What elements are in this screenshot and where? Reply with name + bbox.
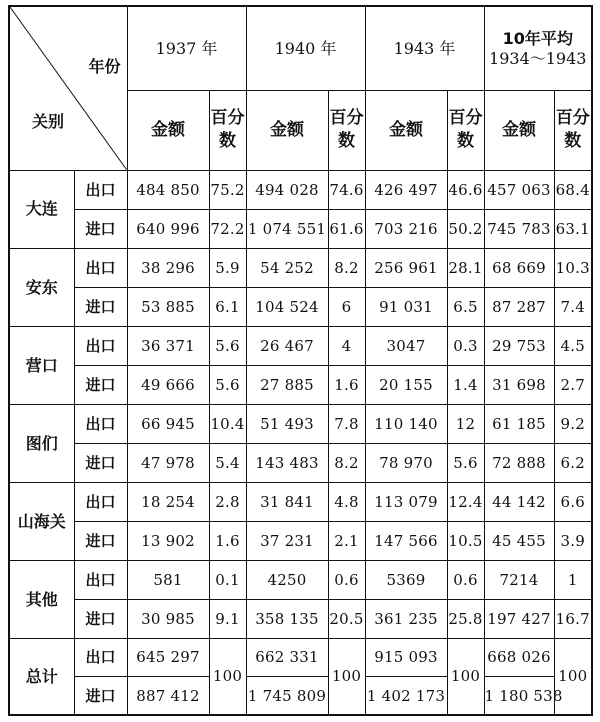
percent-cell: 4	[328, 326, 365, 365]
flow-type-cell: 出口	[74, 560, 127, 599]
table-row	[9, 170, 592, 209]
flow-type-cell: 出口	[74, 404, 127, 443]
amount-cell: 45 455	[484, 521, 554, 560]
percent-header: 百分数	[209, 91, 246, 170]
percent-cell: 0.6	[447, 560, 484, 599]
total-export-amount-cell: 668 026	[484, 638, 554, 676]
amount-header: 金额	[246, 91, 328, 170]
total-import-amount-cell: 1 745 809	[246, 677, 328, 715]
amount-cell: 703 216	[365, 209, 447, 248]
amount-cell: 581	[127, 560, 209, 599]
amount-cell: 20 155	[365, 365, 447, 404]
percent-cell: 5.6	[209, 326, 246, 365]
percent-cell: 72.2	[209, 209, 246, 248]
percent-cell: 1.6	[328, 365, 365, 404]
percent-cell: 1.4	[447, 365, 484, 404]
percent-header: 百分数	[447, 91, 484, 170]
total-export-amount-cell: 645 297	[127, 638, 209, 676]
percent-cell: 5.6	[447, 443, 484, 482]
amount-cell: 110 140	[365, 404, 447, 443]
percent-cell: 16.7	[554, 599, 592, 638]
amount-cell: 47 978	[127, 443, 209, 482]
amount-cell: 457 063	[484, 170, 554, 209]
amount-cell: 66 945	[127, 404, 209, 443]
percent-header: 百分数	[554, 91, 592, 170]
percent-cell: 8.2	[328, 443, 365, 482]
amount-cell: 18 254	[127, 482, 209, 521]
year-header-1940: 1940 年	[246, 6, 365, 91]
percent-cell: 50.2	[447, 209, 484, 248]
percent-cell: 20.5	[328, 599, 365, 638]
table-row	[9, 326, 592, 365]
table-row	[9, 248, 592, 287]
amount-cell: 51 493	[246, 404, 328, 443]
percent-cell: 6.6	[554, 482, 592, 521]
year-header-1937: 1937 年	[127, 6, 246, 91]
amount-cell: 3047	[365, 326, 447, 365]
amount-cell: 53 885	[127, 287, 209, 326]
percent-cell: 7.8	[328, 404, 365, 443]
table-row	[9, 560, 592, 599]
percent-header: 百分数	[328, 91, 365, 170]
table-row	[9, 599, 592, 638]
amount-cell: 113 079	[365, 482, 447, 521]
region-name-cell: 图们	[9, 404, 74, 482]
amount-cell: 78 970	[365, 443, 447, 482]
corner-year-label: 年份	[88, 57, 121, 76]
flow-type-cell: 出口	[74, 638, 127, 676]
percent-cell: 75.2	[209, 170, 246, 209]
amount-cell: 29 753	[484, 326, 554, 365]
percent-cell: 5.4	[209, 443, 246, 482]
percent-cell: 2.8	[209, 482, 246, 521]
amount-cell: 38 296	[127, 248, 209, 287]
amount-cell: 358 135	[246, 599, 328, 638]
percent-cell: 1	[554, 560, 592, 599]
percent-cell: 0.1	[209, 560, 246, 599]
flow-type-cell: 出口	[74, 170, 127, 209]
amount-cell: 13 902	[127, 521, 209, 560]
amount-cell: 143 483	[246, 443, 328, 482]
percent-cell: 9.2	[554, 404, 592, 443]
amount-cell: 4250	[246, 560, 328, 599]
percent-cell: 5.6	[209, 365, 246, 404]
table-row	[9, 209, 592, 248]
amount-cell: 27 885	[246, 365, 328, 404]
table-row	[9, 482, 592, 521]
percent-cell: 4.5	[554, 326, 592, 365]
percent-cell: 0.6	[328, 560, 365, 599]
amount-cell: 31 698	[484, 365, 554, 404]
amount-cell: 494 028	[246, 170, 328, 209]
region-name-cell: 营口	[9, 326, 74, 404]
flow-type-cell: 进口	[74, 287, 127, 326]
amount-cell: 36 371	[127, 326, 209, 365]
percent-cell: 6.1	[209, 287, 246, 326]
percent-cell: 61.6	[328, 209, 365, 248]
total-percent-cell: 100	[447, 638, 484, 715]
flow-type-cell: 进口	[74, 599, 127, 638]
percent-cell: 10.4	[209, 404, 246, 443]
percent-cell: 1.6	[209, 521, 246, 560]
amount-cell: 1 074 551	[246, 209, 328, 248]
percent-cell: 2.7	[554, 365, 592, 404]
region-name-cell: 大连	[9, 170, 74, 248]
flow-type-cell: 出口	[74, 326, 127, 365]
table-row	[9, 404, 592, 443]
percent-cell: 25.8	[447, 599, 484, 638]
amount-cell: 68 669	[484, 248, 554, 287]
region-name-cell: 其他	[9, 560, 74, 638]
percent-cell: 0.3	[447, 326, 484, 365]
percent-cell: 28.1	[447, 248, 484, 287]
total-export-amount-cell: 915 093	[365, 638, 447, 676]
percent-cell: 6.5	[447, 287, 484, 326]
amount-cell: 7214	[484, 560, 554, 599]
trade-statistics-table	[8, 5, 593, 716]
amount-cell: 361 235	[365, 599, 447, 638]
percent-cell: 12	[447, 404, 484, 443]
total-percent-cell: 100	[328, 638, 365, 715]
percent-cell: 10.5	[447, 521, 484, 560]
percent-cell: 6.2	[554, 443, 592, 482]
total-percent-cell: 100	[209, 638, 246, 715]
amount-cell: 30 985	[127, 599, 209, 638]
total-percent-cell: 100	[554, 638, 592, 715]
amount-cell: 147 566	[365, 521, 447, 560]
year-header-1943: 1943 年	[365, 6, 484, 91]
diagonal-divider	[10, 7, 127, 170]
percent-cell: 4.8	[328, 482, 365, 521]
amount-cell: 640 996	[127, 209, 209, 248]
trade-table-frame	[8, 5, 591, 716]
percent-cell: 5.9	[209, 248, 246, 287]
amount-cell: 426 497	[365, 170, 447, 209]
total-export-amount-cell: 662 331	[246, 638, 328, 676]
table-row	[9, 365, 592, 404]
amount-cell: 197 427	[484, 599, 554, 638]
amount-cell: 37 231	[246, 521, 328, 560]
flow-type-cell: 进口	[74, 443, 127, 482]
total-label-cell: 总计	[9, 638, 74, 715]
region-name-cell: 安东	[9, 248, 74, 326]
amount-header: 金额	[127, 91, 209, 170]
percent-cell: 10.3	[554, 248, 592, 287]
amount-cell: 5369	[365, 560, 447, 599]
percent-cell: 9.1	[209, 599, 246, 638]
percent-cell: 12.4	[447, 482, 484, 521]
amount-cell: 26 467	[246, 326, 328, 365]
percent-cell: 7.4	[554, 287, 592, 326]
flow-type-cell: 出口	[74, 482, 127, 521]
total-import-row	[9, 677, 592, 715]
amount-cell: 484 850	[127, 170, 209, 209]
amount-header: 金额	[484, 91, 554, 170]
percent-cell: 3.9	[554, 521, 592, 560]
percent-cell: 63.1	[554, 209, 592, 248]
amount-cell: 31 841	[246, 482, 328, 521]
percent-cell: 68.4	[554, 170, 592, 209]
flow-type-cell: 进口	[74, 209, 127, 248]
amount-cell: 87 287	[484, 287, 554, 326]
total-export-row	[9, 638, 592, 676]
amount-cell: 49 666	[127, 365, 209, 404]
percent-cell: 8.2	[328, 248, 365, 287]
amount-cell: 256 961	[365, 248, 447, 287]
percent-cell: 74.6	[328, 170, 365, 209]
table-row	[9, 287, 592, 326]
amount-cell: 72 888	[484, 443, 554, 482]
amount-cell: 61 185	[484, 404, 554, 443]
percent-cell: 46.6	[447, 170, 484, 209]
flow-type-cell: 进口	[74, 521, 127, 560]
amount-cell: 91 031	[365, 287, 447, 326]
total-import-amount-cell: 887 412	[127, 677, 209, 715]
region-name-cell: 山海关	[9, 482, 74, 560]
corner-customs-label: 关别	[32, 112, 65, 132]
table-row	[9, 443, 592, 482]
amount-cell: 745 783	[484, 209, 554, 248]
total-import-amount-cell: 1 180 538	[484, 677, 554, 715]
amount-cell: 104 524	[246, 287, 328, 326]
flow-type-cell: 出口	[74, 248, 127, 287]
amount-cell: 54 252	[246, 248, 328, 287]
table-row	[9, 521, 592, 560]
table-corner-header	[9, 6, 127, 170]
amount-cell: 44 142	[484, 482, 554, 521]
flow-type-cell: 进口	[74, 365, 127, 404]
amount-header: 金额	[365, 91, 447, 170]
total-import-amount-cell: 1 402 173	[365, 677, 447, 715]
percent-cell: 2.1	[328, 521, 365, 560]
percent-cell: 6	[328, 287, 365, 326]
flow-type-cell: 进口	[74, 677, 127, 715]
year-header-10yr-average: 10年平均 1934～1943	[484, 6, 592, 91]
